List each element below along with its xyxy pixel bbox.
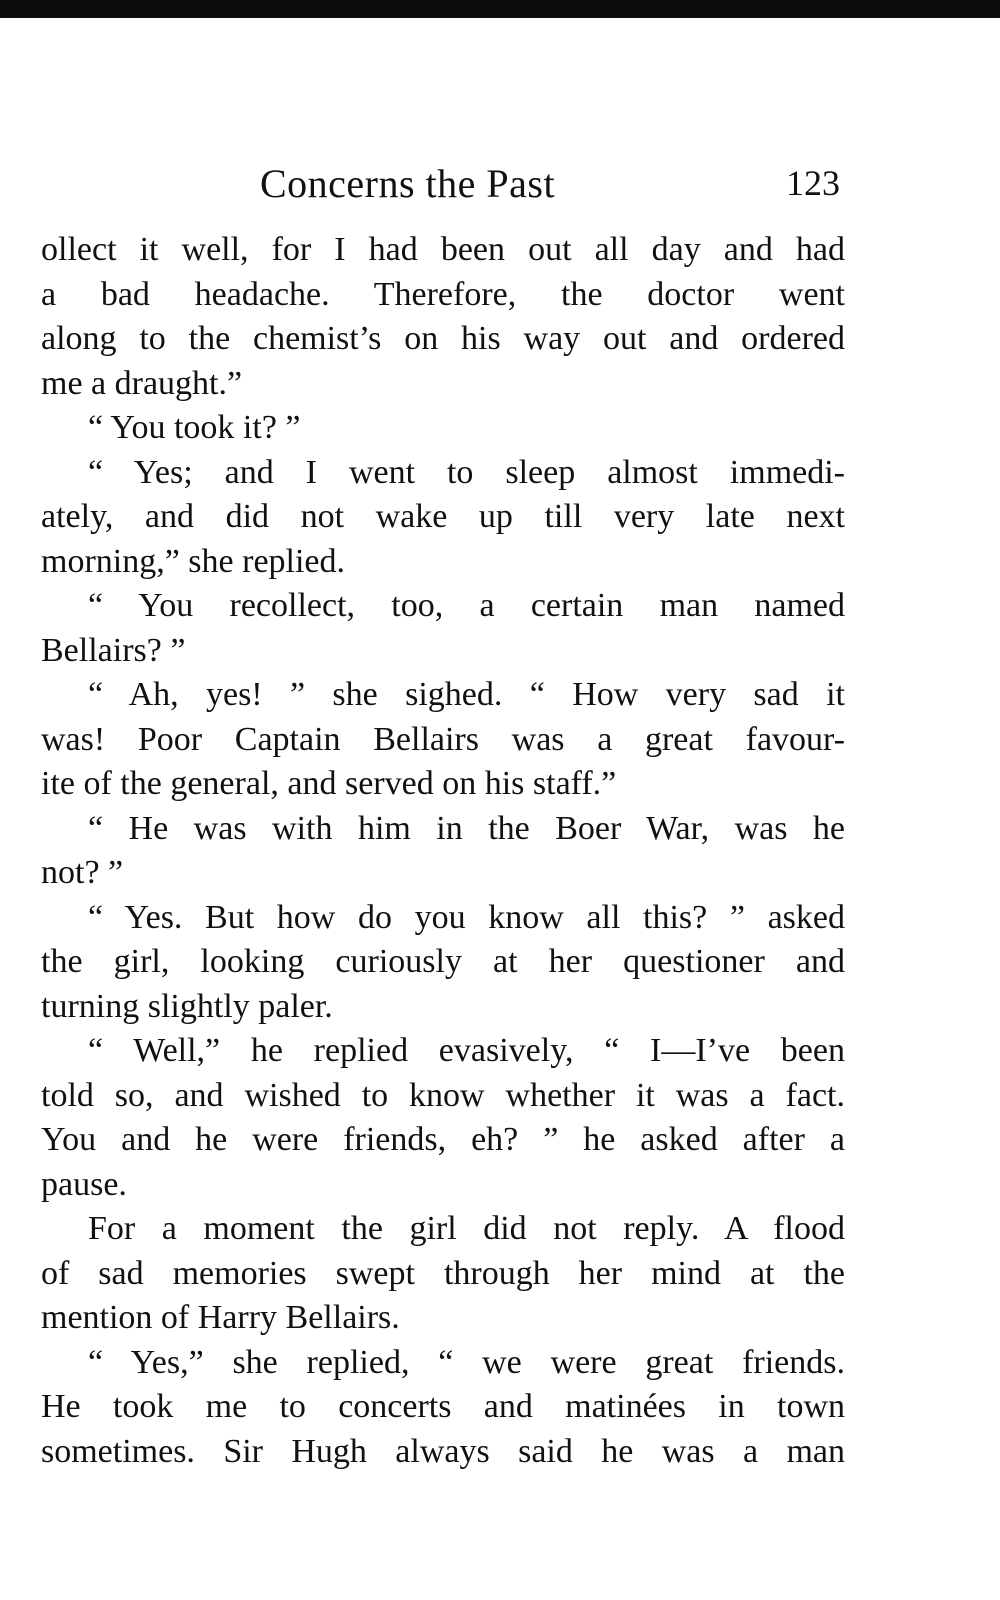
text-line: He took me to concerts and matinées in town <box>41 1388 845 1425</box>
running-header <box>40 160 840 216</box>
text-line: turning slightly paler. <box>41 987 333 1025</box>
text-line: mention of Harry Bellairs. <box>41 1299 400 1336</box>
text-line: “ You recollect, too, a certain man named <box>88 587 845 624</box>
text-line: sometimes. Sir Hugh always said he was a man <box>41 1432 845 1470</box>
text-line: a bad headache. Therefore, the doctor went <box>41 275 845 313</box>
text-line: You and he were friends, eh? ” he asked after a <box>41 1121 845 1158</box>
text-line: me a draught.” <box>41 364 243 402</box>
text-line: “ Well,” he replied evasively, “ I—I’ve been <box>88 1032 845 1069</box>
text-line: “ Yes. But how do you know all this? ” asked <box>88 898 845 936</box>
text-line: morning,” she replied. <box>41 542 346 580</box>
text-line: ollect it well, for I had been out all day and had <box>41 231 845 268</box>
text-line: “ Yes,” she replied, “ we were great friends. <box>88 1343 845 1381</box>
text-line: “ You took it? ” <box>88 409 301 446</box>
text-line: not? ” <box>41 854 124 891</box>
text-line: “ Ah, yes! ” she sighed. “ How very sad it <box>88 676 845 713</box>
text-line: Bellairs? ” <box>41 631 186 669</box>
text-line: was! Poor Captain Bellairs was a great favour- <box>41 720 845 758</box>
text-line: pause. <box>41 1165 127 1203</box>
text-line: “ He was with him in the Boer War, was he <box>88 809 845 847</box>
text-line: For a moment the girl did not reply. A flood <box>88 1210 845 1247</box>
text-line: ately, and did not wake up till very late next <box>41 498 845 535</box>
text-line: along to the chemist’s on his way out and ordered <box>41 320 845 357</box>
running-title: Concerns the Past <box>259 161 556 206</box>
text-line: the girl, looking curiously at her questioner and <box>41 943 845 980</box>
page-number: 123 <box>786 163 840 203</box>
text-line: of sad memories swept through her mind at the <box>41 1254 845 1292</box>
text-line: told so, and wished to know whether it was a fact. <box>41 1076 845 1114</box>
text-line: “ Yes; and I went to sleep almost immedi- <box>88 453 845 491</box>
body-text <box>41 228 845 1474</box>
text-line: ite of the general, and served on his staff.” <box>41 765 617 802</box>
